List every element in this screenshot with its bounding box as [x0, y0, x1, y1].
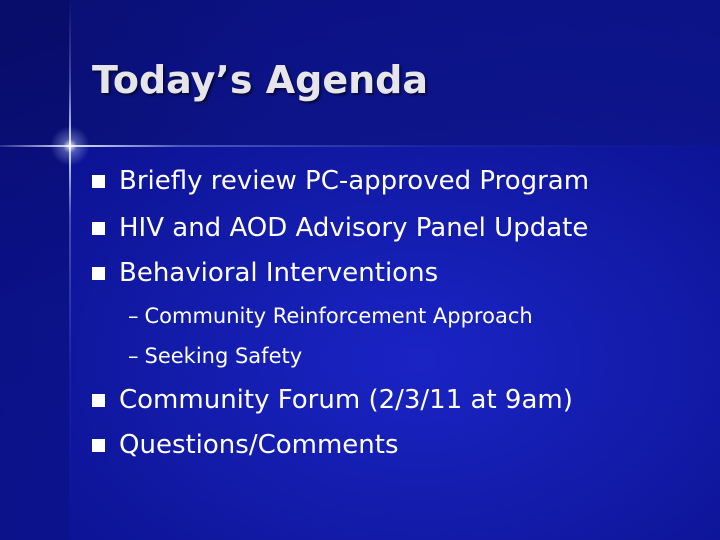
square-bullet-icon: [92, 394, 105, 407]
square-bullet-icon: [92, 267, 105, 280]
dash-marker: –: [128, 344, 139, 368]
slide-title: Today’s Agenda: [92, 58, 428, 102]
agenda-subitem: [128, 301, 533, 331]
agenda-item-text: Community Forum (2/3/11 at 9am): [119, 385, 573, 415]
square-bullet-icon: [92, 222, 105, 235]
agenda-subitem-text: Community Reinforcement Approach: [144, 304, 533, 328]
agenda-item: [92, 210, 588, 246]
agenda-subitem: [128, 341, 302, 371]
agenda-item: [92, 255, 438, 291]
agenda-item-text: Questions/Comments: [119, 430, 399, 460]
square-bullet-icon: [92, 439, 105, 452]
agenda-subitem-text: Seeking Safety: [144, 344, 303, 368]
agenda-item-text: Briefly review PC-approved Program: [119, 166, 590, 196]
square-bullet-icon: [92, 175, 105, 188]
agenda-item: [92, 163, 589, 199]
agenda-item: [92, 382, 573, 418]
agenda-item-text: HIV and AOD Advisory Panel Update: [119, 213, 589, 243]
agenda-item-text: Behavioral Interventions: [119, 258, 439, 288]
dash-marker: –: [128, 304, 139, 328]
agenda-item: [92, 427, 399, 463]
